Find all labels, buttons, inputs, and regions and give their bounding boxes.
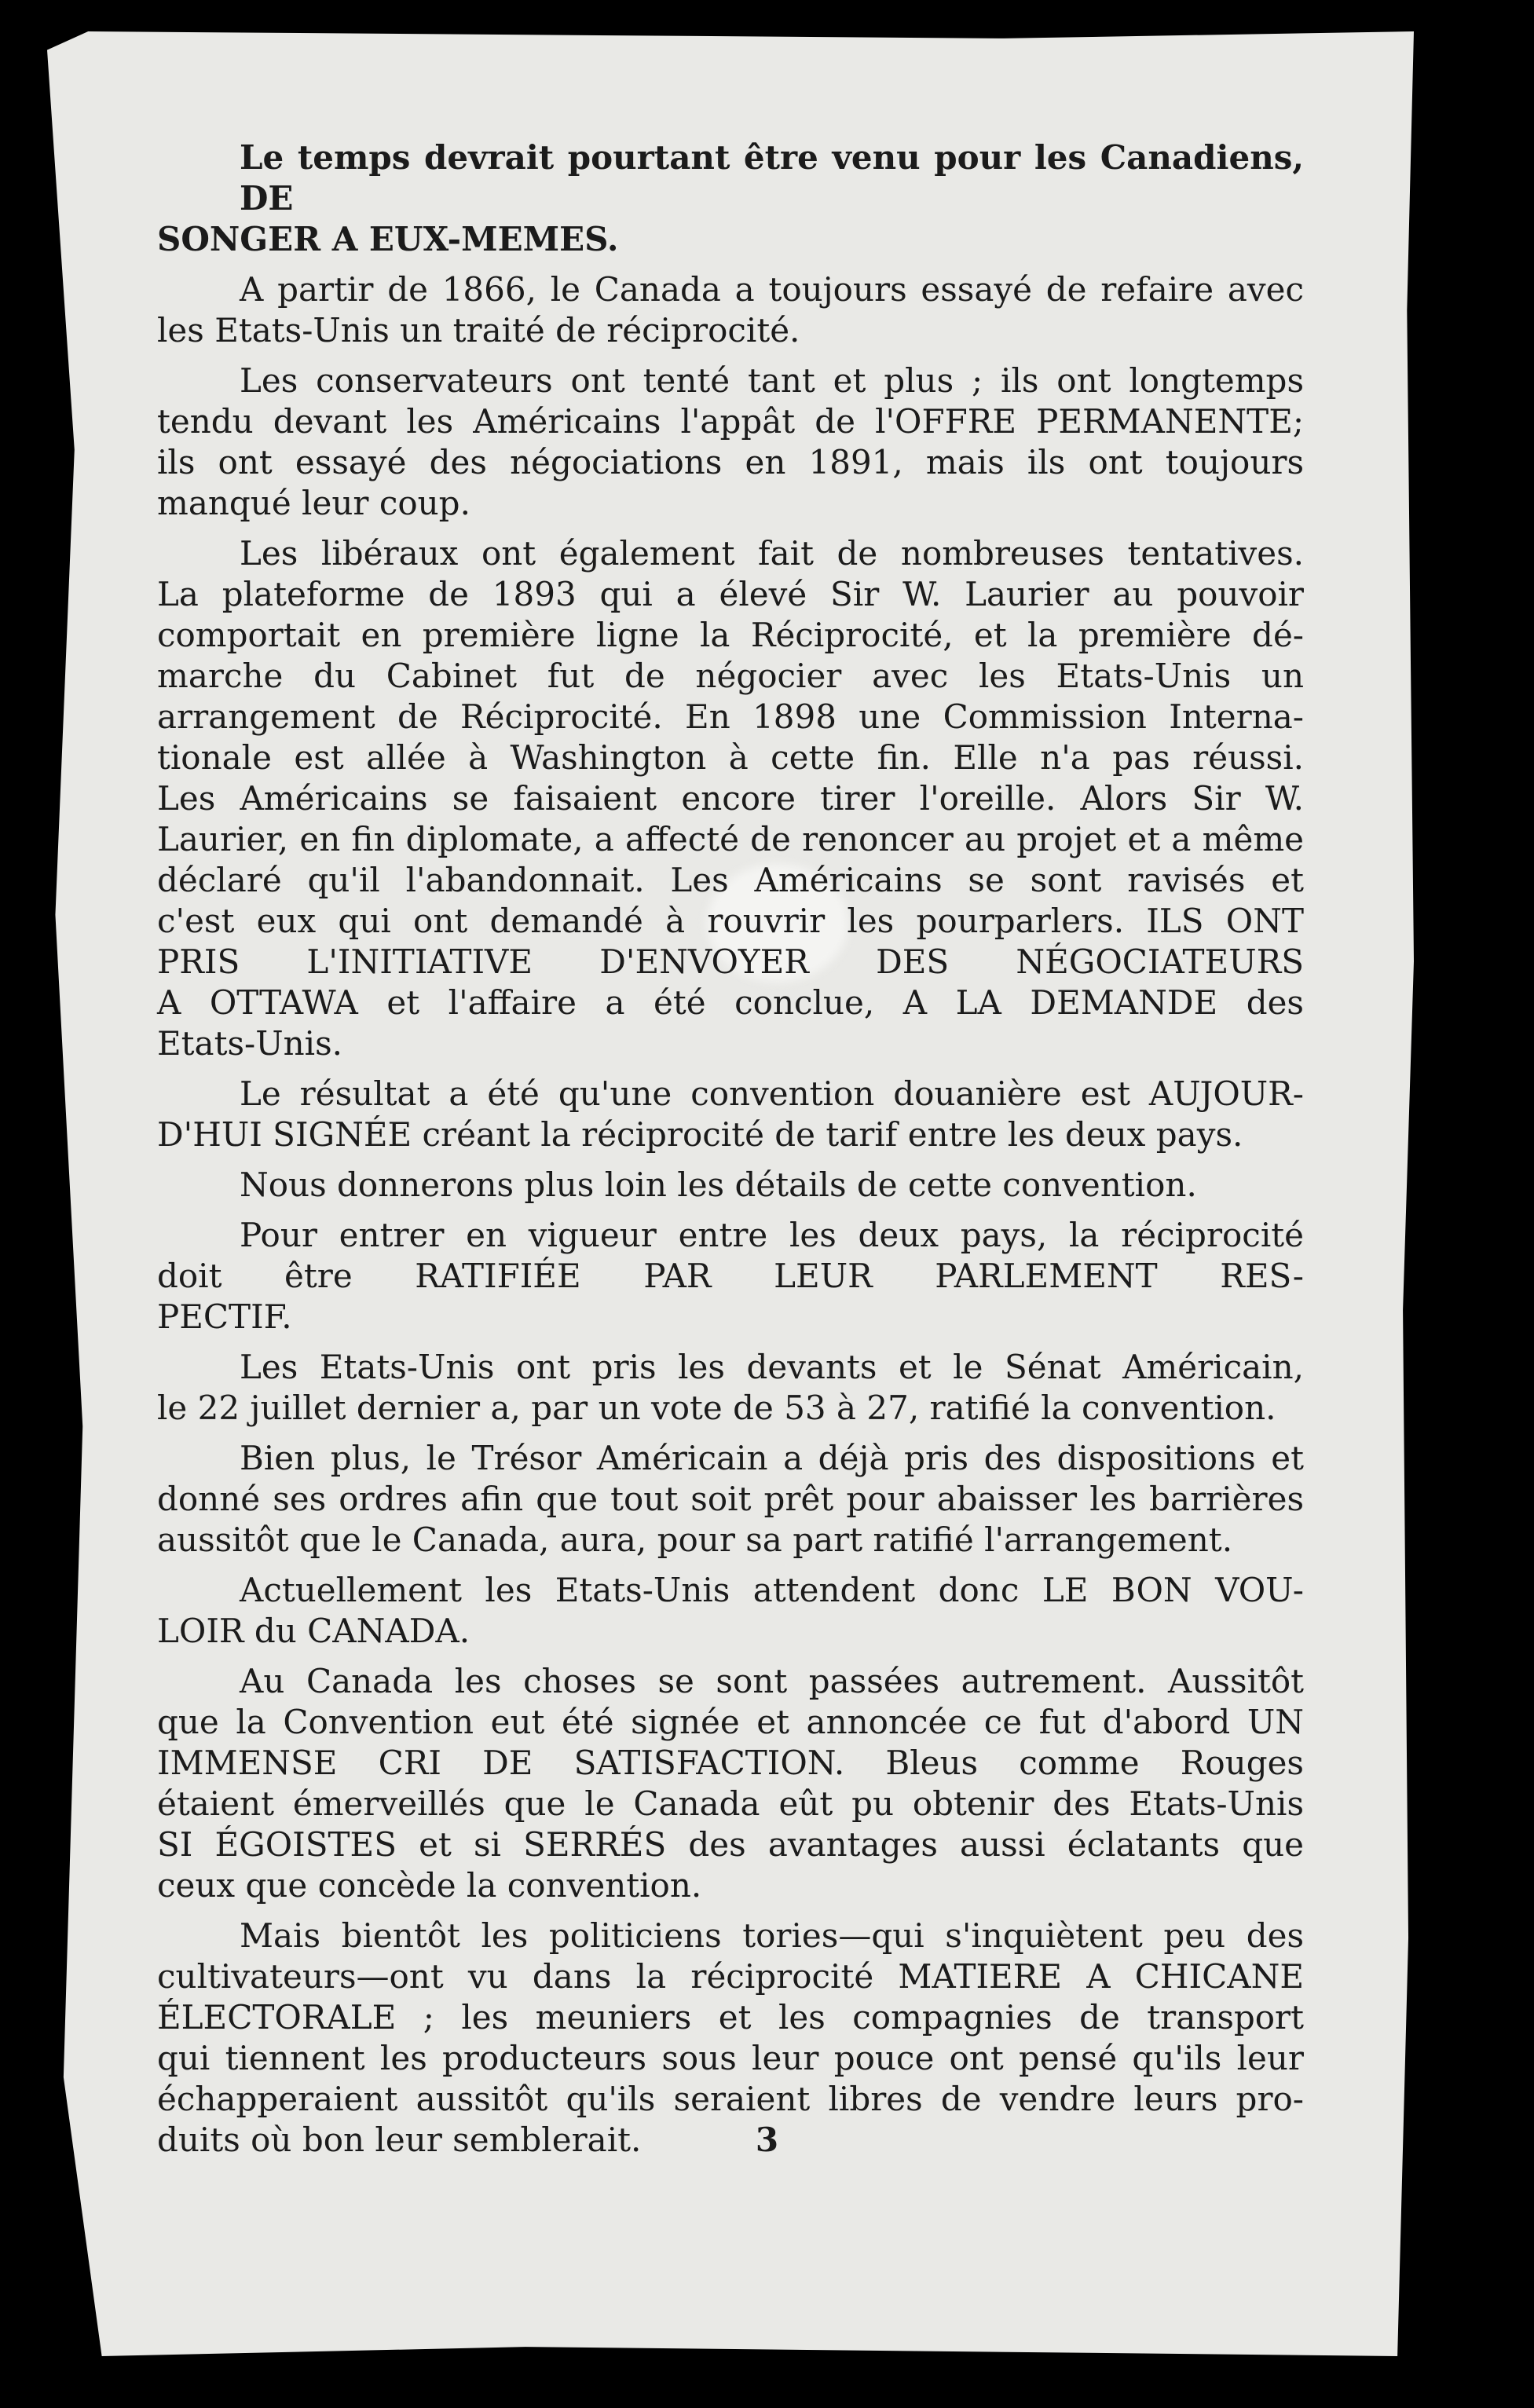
text-line: Bien plus, le Trésor Américain a déjà pris des dispositions et	[240, 1439, 1304, 1477]
text-line: La plateforme de 1893 qui a élevé Sir W. Laurier au pouvoir	[157, 575, 1304, 613]
text-line: arrangement de Réciprocité. En 1898 une Commission Interna-	[157, 697, 1304, 736]
paragraph	[157, 1165, 1304, 1206]
paragraph	[157, 137, 1304, 260]
text-line: Mais bientôt les politiciens tories—qui s'inquiètent peu des	[240, 1916, 1304, 1955]
text-line: cultivateurs—ont vu dans la réciprocité MATIERE A CHICANE	[157, 1957, 1304, 1996]
text-line: PRIS L'INITIATIVE D'ENVOYER DES NÉGOCIATEURS	[157, 942, 1304, 981]
paragraph	[157, 1215, 1304, 1338]
text-line: PECTIF.	[157, 1297, 292, 1336]
paragraph	[157, 1347, 1304, 1429]
text-line: tionale est allée à Washington à cette fin. Elle n'a pas réussi.	[157, 738, 1304, 777]
text-line: ÉLECTORALE ; les meuniers et les compagnies de transport	[157, 1998, 1304, 2037]
paragraph	[157, 533, 1304, 1064]
text-line: ils ont essayé des négociations en 1891, mais ils ont toujours	[157, 443, 1304, 481]
text-line: que la Convention eut été signée et annoncée ce fut d'abord UN	[157, 1703, 1304, 1741]
text-line: Les Etats-Unis ont pris les devants et le Sénat Américain,	[240, 1348, 1304, 1386]
text-line: tendu devant les Américains l'appât de l'OFFRE PERMANENTE;	[157, 402, 1304, 441]
text-line: étaient émerveillés que le Canada eût pu obtenir des Etats-Unis	[157, 1784, 1304, 1823]
text-line: Les Américains se faisaient encore tirer l'oreille. Alors Sir W.	[157, 779, 1304, 818]
text-line: donné ses ordres afin que tout soit prêt pour abaisser les barrières	[157, 1480, 1304, 1518]
text-line: manqué leur coup.	[157, 484, 470, 522]
text-line: Les libéraux ont également fait de nombreuses tentatives.	[240, 534, 1304, 573]
text-line: LOIR du CANADA.	[157, 1612, 470, 1650]
text-line: doit être RATIFIÉE PAR LEUR PARLEMENT RES-	[157, 1257, 1304, 1295]
text-line: c'est eux qui ont demandé à rouvrir les pourparlers. ILS ONT	[157, 902, 1304, 940]
text-line: échapperaient aussitôt qu'ils seraient libres de vendre leurs pro-	[157, 2080, 1304, 2118]
text-line: Nous donnerons plus loin les détails de cette convention.	[240, 1166, 1197, 1204]
paragraph	[157, 1570, 1304, 1652]
paragraph	[157, 1661, 1304, 1906]
text-line: Les conservateurs ont tenté tant et plus ; ils ont longtemps	[240, 361, 1304, 400]
text-line: Actuellement les Etats-Unis attendent donc LE BON VOU-	[240, 1571, 1304, 1609]
text-line: Etats-Unis.	[157, 1024, 342, 1063]
text-line: Le résultat a été qu'une convention douanière est AUJOUR-	[240, 1074, 1304, 1113]
text-line: aussitôt que le Canada, aura, pour sa part ratifié l'arrangement.	[157, 1521, 1233, 1559]
text-line: marche du Cabinet fut de négocier avec les Etats-Unis un	[157, 657, 1304, 695]
page-number: 3	[755, 2121, 779, 2159]
paragraph	[157, 1074, 1304, 1155]
text-line: D'HUI SIGNÉE créant la réciprocité de tarif entre les deux pays.	[157, 1115, 1243, 1154]
text-line: Pour entrer en vigueur entre les deux pays, la réciprocité	[240, 1216, 1304, 1254]
text-line: SI ÉGOISTES et si SERRÉS des avantages aussi éclatants que	[157, 1825, 1304, 1864]
text-line: SONGER A EUX-MEMES.	[157, 220, 619, 258]
text-line: A OTTAWA et l'affaire a été conclue, A LA DEMANDE des	[157, 983, 1304, 1022]
text-line: ceux que concède la convention.	[157, 1866, 702, 1905]
text-line: comportait en première ligne la Réciprocité, et la première dé-	[157, 616, 1304, 654]
text-line: duits où bon leur semblerait.	[157, 2121, 642, 2159]
text-line: A partir de 1866, le Canada a toujours essayé de refaire avec	[240, 270, 1304, 309]
text-line: le 22 juillet dernier a, par un vote de 53 à 27, ratifié la convention.	[157, 1389, 1276, 1427]
text-line: déclaré qu'il l'abandonnait. Les Américains se sont ravisés et	[157, 861, 1304, 899]
text-line: Au Canada les choses se sont passées autrement. Aussitôt	[240, 1662, 1304, 1700]
text-line: Laurier, en fin diplomate, a affecté de renoncer au projet et a même	[157, 820, 1304, 858]
text-line: les Etats-Unis un traité de réciprocité.	[157, 311, 800, 349]
paragraph	[157, 1438, 1304, 1561]
text-line: IMMENSE CRI DE SATISFACTION. Bleus comme Rouges	[157, 1744, 1304, 1782]
paragraph	[157, 269, 1304, 351]
body-text	[157, 137, 1304, 2170]
paragraph	[157, 360, 1304, 524]
text-line: qui tiennent les producteurs sous leur pouce ont pensé qu'ils leur	[157, 2039, 1304, 2077]
text-line: Le temps devrait pourtant être venu pour les Canadiens, DE	[240, 138, 1304, 218]
